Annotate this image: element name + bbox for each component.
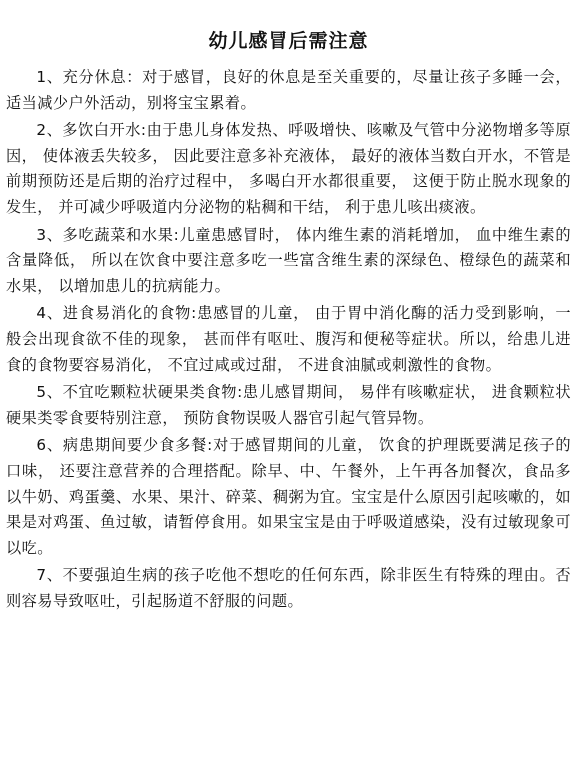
paragraph-rest: 1、充分休息：对于感冒，良好的休息是至关重要的，尽量让孩子多睡一会，适当减少户外活动，别将宝宝累着。 [6, 68, 571, 112]
paragraph-small-meals: 6、病患期间要少食多餐:对于感冒期间的儿童， 饮食的护理既要满足孩子的口味， 还要注意营养的合理搭配。除早、中、午餐外，上午再各加餐次，食品多以牛奶、鸡蛋羹、水果、果汁、碎菜、稠粥为宜。宝宝是什么原因引起咳嗽的，如果是对鸡蛋、鱼过敏，请暂停食用。如果宝宝是由于呼吸道感染，没有过敏现象可以吃。 [6, 436, 571, 557]
paragraph-vegetables-fruit: 3、多吃蔬菜和水果:儿童患感冒时， 体内维生素的消耗增加， 血中维生素的含量降低， 所以在饮食中要注意多吃一些富含维生素的深绿色、橙绿色的蔬菜和水果， 以增加患儿的抗病能力。 [6, 225, 571, 295]
paragraph-no-forced-eating: 7、不要强迫生病的孩子吃他不想吃的任何东西，除非医生有特殊的理由。否则容易导致呕吐，引起肠道不舒服的问题。 [6, 566, 571, 610]
paragraph-water: 2、多饮白开水:由于患儿身体发热、呼吸增快、咳嗽及气管中分泌物增多等原因， 使体液丢失较多， 因此要注意多补充液体， 最好的液体当数白开水，不管是前期预防还是后期的治疗过程中， 多喝白开水都很重要， 这便于防止脱水现象的发生， 并可减少呼吸道内分泌物的粘稠和干结， 利于患儿咳出痰液。 [6, 121, 571, 216]
paragraph-no-hard-snacks: 5、不宜吃颗粒状硬果类食物:患儿感冒期间， 易伴有咳嗽症状， 进食颗粒状硬果类零食要特别注意， 预防食物误吸人器官引起气管异物。 [6, 383, 571, 427]
paragraph-digestible-food: 4、进食易消化的食物:患感冒的儿童， 由于胃中消化酶的活力受到影响，一般会出现食欲不佳的现象， 甚而伴有呕吐、腹泻和便秘等症状。所以，给患儿进食的食物要容易消化， 不宜过咸或过甜， 不进食油腻或刺激性的食物。 [6, 304, 571, 374]
document-title: 幼儿感冒后需注意 [208, 30, 369, 52]
